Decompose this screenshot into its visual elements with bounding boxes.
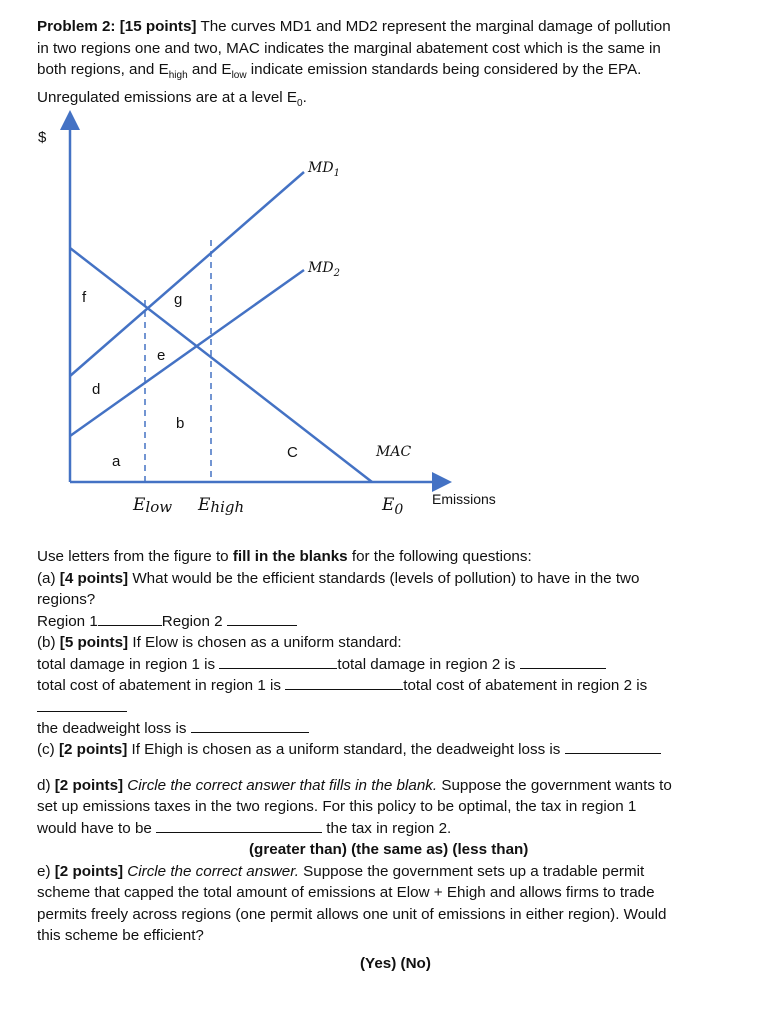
tc-region2-blank[interactable] (37, 697, 127, 712)
qe-italic: Circle the correct answer. (123, 862, 299, 880)
region-d-label: d (92, 381, 101, 398)
region2-blank[interactable] (227, 611, 297, 626)
problem-title: Problem 2: [15 points] (37, 18, 197, 35)
td-region1-blank[interactable] (219, 654, 337, 669)
instruction-line (37, 546, 749, 568)
qa-text: What would be the efficient standards (levels of pollution) to have in the two (128, 569, 640, 587)
qa-region2: Region 2 (161, 612, 227, 630)
md1-label: $MD_1$ (308, 160, 340, 179)
mac-curve (70, 248, 372, 482)
y-axis-label: $ (38, 129, 47, 146)
instruction-b: fill in the blanks (232, 548, 348, 565)
mac-label: MAC (376, 444, 412, 460)
problem-intro: The curves MD1 and MD2 represent the marginal damage of pollution (196, 18, 671, 35)
instruction-c: for the following questions: (347, 548, 532, 565)
sub-low: low (231, 70, 247, 82)
question-b-cost-cont (37, 697, 749, 718)
region-a-label: a (112, 453, 121, 470)
qb-label: (b) (37, 634, 60, 651)
qc-points: [2 points] (58, 741, 128, 758)
qb-td1: total damage in region 1 is (37, 655, 220, 673)
qe-label: e) (37, 862, 55, 880)
qe-points: [2 points] (54, 862, 124, 880)
qc-text: If Ehigh is chosen as a uniform standard, the deadweight loss is (127, 741, 565, 758)
instruction-a: Use letters from the figure to (37, 548, 233, 565)
td-region2-blank[interactable] (520, 654, 606, 669)
qb-td2: total damage in region 2 is (337, 655, 520, 673)
elow-tick-label: Elow (133, 495, 173, 516)
dwl-elow-blank[interactable] (191, 718, 309, 733)
qe-text: Suppose the government sets up a tradable permit (298, 862, 645, 880)
question-e-cont-2: permits freely across regions (one permit allows one unit of emissions in either region). Would (37, 905, 667, 923)
md2-label: $MD_2$ (308, 260, 340, 279)
qd-text3b: the tax in region 2. (322, 819, 452, 837)
question-c (37, 739, 749, 761)
tc-region1-blank[interactable] (285, 675, 403, 690)
question-d-blank-line (37, 818, 749, 840)
qd-text: Suppose the government wants to (437, 776, 672, 794)
qd-points: [2 points] (54, 776, 124, 794)
question-d (37, 775, 749, 797)
questions-section (37, 546, 749, 974)
region-e-label: e (157, 347, 166, 364)
question-a-answers (37, 611, 749, 633)
problem-line-4a: Unregulated emissions are at a level E (37, 88, 298, 106)
question-b-dwl (37, 718, 749, 740)
question-e (37, 861, 749, 883)
region-b-label: b (176, 415, 185, 432)
qb-text: If Elow is chosen as a uniform standard: (128, 634, 402, 651)
tax-comparison-blank[interactable] (156, 818, 322, 833)
qd-label: d) (37, 776, 55, 794)
region1-blank[interactable] (98, 611, 162, 626)
e0-tick-label: $E_0$ (382, 495, 404, 518)
question-a-cont: regions? (37, 591, 96, 608)
md2-curve (70, 270, 304, 436)
question-e-cont-1: scheme that capped the total amount of emissions at Elow + Ehigh and allows firms to trade (37, 884, 655, 901)
problem-line-2: in two regions one and two, MAC indicates the marginal abatement cost which is the same in (37, 39, 661, 57)
qb-tc1: total cost of abatement in region 1 is (37, 677, 286, 694)
problem-line-3a: both regions, and E (37, 61, 169, 78)
question-d-cont: set up emissions taxes in the two regions. For this policy to be optimal, the tax in region 1 (37, 798, 637, 815)
question-e-options[interactable]: (Yes) (No) (360, 954, 431, 972)
qd-text3a: would have to be (37, 819, 157, 837)
region-f-label: f (82, 289, 87, 306)
region-g-label: g (174, 291, 183, 308)
question-d-options[interactable]: (greater than) (the same as) (less than) (249, 841, 529, 858)
problem-line-3b: and E (187, 61, 232, 78)
qa-label: (a) (37, 569, 60, 587)
x-axis-label: Emissions (432, 491, 496, 507)
question-b-damage (37, 654, 749, 676)
ehigh-tick-label: Ehigh (198, 495, 245, 516)
qa-region1: Region 1 (37, 612, 98, 630)
region-c-label: C (287, 444, 298, 461)
question-b-cost (37, 675, 749, 697)
qc-label: (c) (37, 741, 59, 758)
question-b (37, 632, 749, 654)
dwl-ehigh-blank[interactable] (565, 739, 661, 754)
qb-points: [5 points] (59, 634, 129, 651)
question-e-cont-3: this scheme be efficient? (37, 927, 204, 944)
sub-high: high (168, 70, 188, 82)
question-a (37, 568, 749, 590)
qb-dwl: the deadweight loss is (37, 719, 191, 737)
problem-line-4b: . (302, 88, 307, 106)
qb-tc2: total cost of abatement in region 2 is (403, 677, 648, 694)
problem-line-3c: indicate emission standards being considered by the EPA. (246, 61, 642, 78)
qd-italic: Circle the correct answer that fills in the blank. (123, 776, 438, 794)
sub-0: 0 (297, 97, 303, 109)
qa-points: [4 points] (59, 569, 129, 587)
